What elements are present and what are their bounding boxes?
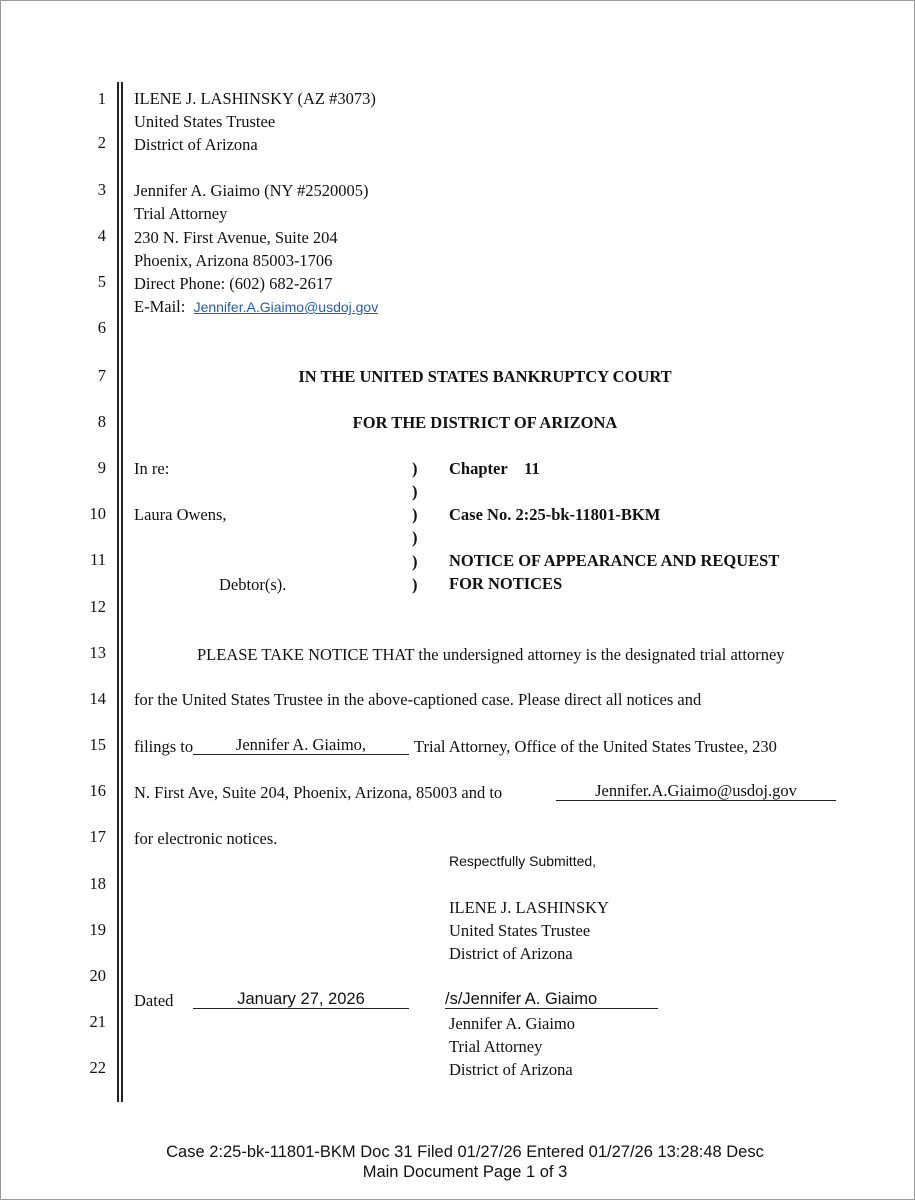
email-link[interactable]: Jennifer.A.Giaimo@usdoj.gov [193, 299, 379, 315]
line-number: 15 [89, 735, 106, 754]
trustee-name: ILENE J. LASHINSKY (AZ #3073) [134, 89, 376, 108]
body-paragraph-line: filings to [134, 737, 194, 756]
line-number: 11 [90, 550, 106, 569]
line-number: 21 [89, 1012, 106, 1031]
left-margin-rule-outer [117, 82, 119, 1102]
body-paragraph-line: PLEASE TAKE NOTICE THAT the undersigned attorney is the designated trial attorney [197, 645, 785, 664]
line-number: 13 [89, 643, 106, 662]
respectfully-submitted: Respectfully Submitted, [449, 853, 597, 869]
line-number: 1 [97, 89, 106, 108]
line-number: 18 [89, 874, 106, 893]
caption-paren: ) [412, 482, 418, 501]
email-label: E-Mail: [134, 297, 186, 316]
in-re-label: In re: [134, 459, 170, 478]
line-number: 4 [97, 226, 106, 245]
line-number: 9 [97, 458, 106, 477]
signature-trustee-name: ILENE J. LASHINSKY [449, 898, 609, 917]
line-number: 19 [89, 920, 106, 939]
attorney-name: Jennifer A. Giaimo (NY #2520005) [134, 181, 369, 200]
line-number: 17 [89, 827, 106, 846]
line-number: 12 [89, 597, 106, 616]
caption-paren: ) [412, 505, 418, 524]
line-number: 10 [89, 504, 106, 523]
address-line-2: Phoenix, Arizona 85003-1706 [134, 251, 333, 270]
chapter-number: 11 [524, 459, 540, 478]
line-number: 2 [97, 133, 106, 152]
line-number: 16 [89, 781, 106, 800]
chapter-row [449, 457, 540, 480]
line-number: 7 [97, 366, 106, 385]
signature-trustee-district: District of Arizona [449, 944, 573, 963]
address-line-1: 230 N. First Avenue, Suite 204 [134, 228, 338, 247]
filing-stamp-line-1: Case 2:25-bk-11801-BKM Doc 31 Filed 01/27/26 Entered 01/27/26 13:28:48 Desc [166, 1143, 764, 1161]
signature-line: /s/Jennifer A. Giaimo [445, 988, 658, 1009]
signer-name: Jennifer A. Giaimo [449, 1014, 576, 1033]
trustee-title: United States Trustee [134, 112, 276, 131]
body-paragraph-line: Trial Attorney, Office of the United States Trustee, 230 [414, 737, 777, 756]
debtor-name: Laura Owens, [134, 505, 227, 524]
body-paragraph-line: for the United States Trustee in the above-captioned case. Please direct all notices and [134, 690, 702, 709]
debtor-label: Debtor(s). [219, 575, 287, 594]
trustee-district: District of Arizona [134, 135, 258, 154]
line-number: 20 [89, 966, 106, 985]
caption-paren: ) [412, 528, 418, 547]
caption-paren: ) [412, 459, 418, 478]
direct-phone: Direct Phone: (602) 682-2617 [134, 274, 333, 293]
line-number: 22 [89, 1058, 106, 1077]
line-number: 6 [97, 318, 106, 337]
line-number: 8 [97, 412, 106, 431]
body-paragraph-line: N. First Ave, Suite 204, Phoenix, Arizona, 85003 and to [134, 783, 503, 802]
date-blank: January 27, 2026 [193, 988, 409, 1009]
case-number: Case No. 2:25-bk-11801-BKM [449, 505, 661, 524]
line-number: 14 [89, 689, 106, 708]
district-heading: FOR THE DISTRICT OF ARIZONA [352, 413, 618, 432]
signer-district: District of Arizona [449, 1060, 573, 1079]
email-row [134, 295, 378, 319]
body-paragraph-line: for electronic notices. [134, 829, 278, 848]
dated-label: Dated [134, 991, 174, 1010]
signature-trustee-title: United States Trustee [449, 921, 591, 940]
court-heading: IN THE UNITED STATES BANKRUPTCY COURT [298, 367, 672, 386]
caption-paren: ) [412, 552, 418, 571]
left-margin-rule-inner [121, 82, 123, 1102]
chapter-label: Chapter [449, 459, 508, 478]
filings-name-blank: Jennifer A. Giaimo, [193, 734, 409, 755]
line-number: 3 [97, 180, 106, 199]
filing-stamp-line-2: Main Document Page 1 of 3 [362, 1163, 568, 1181]
signer-title: Trial Attorney [449, 1037, 543, 1056]
notice-title-line-2: FOR NOTICES [449, 574, 563, 593]
attorney-title: Trial Attorney [134, 204, 228, 223]
electronic-email-blank: Jennifer.A.Giaimo@usdoj.gov [556, 780, 836, 801]
caption-paren: ) [412, 575, 418, 594]
line-number: 5 [97, 272, 106, 291]
notice-title-line-1: NOTICE OF APPEARANCE AND REQUEST [449, 551, 780, 570]
